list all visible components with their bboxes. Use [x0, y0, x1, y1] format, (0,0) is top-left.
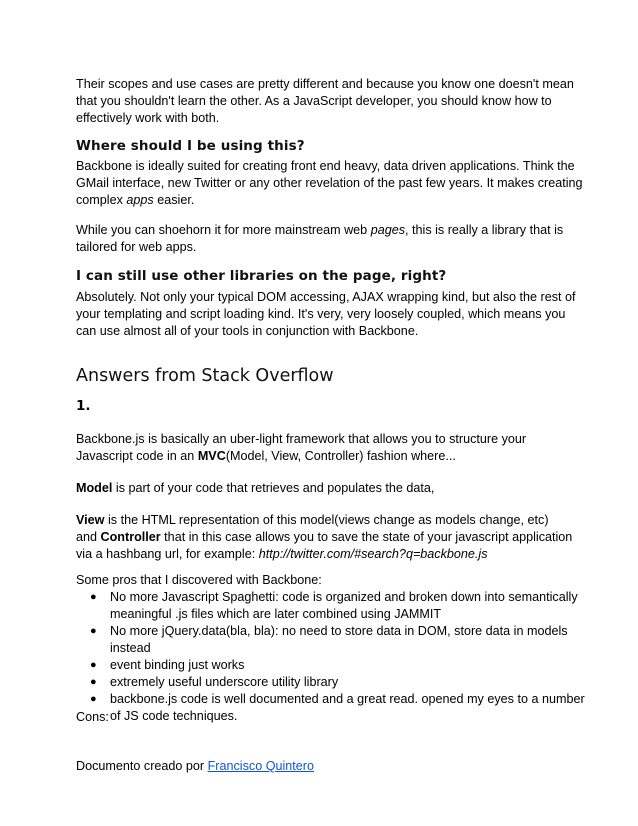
heading-other-libraries: I can still use other libraries on the page, right?: [76, 268, 447, 284]
model-bold: Model: [76, 481, 113, 495]
mvc-text: Backbone.js is basically an uber-light framework that allows you to structure your Javascript code in an: [76, 432, 527, 463]
where-paragraph-2: [76, 222, 586, 256]
list-item-text: event binding just works: [110, 658, 245, 672]
answer-paragraph-mvc: [76, 431, 586, 465]
list-item-text: backbone.js code is well documented and a great read. opened my eyes to a number of JS code techniques.: [110, 692, 585, 723]
list-item-text: No more Javascript Spaghetti: code is organized and broken down into semantically meaningful .js files which are later combined using JAMMIT: [110, 590, 578, 621]
list-item-text: No more jQuery.data(bla, bla): no need to store data in DOM, store data in models instead: [110, 624, 568, 655]
where-p2-tail: , this is really a library that is tailored for web apps.: [76, 223, 564, 254]
bullet-icon: ●: [90, 659, 97, 671]
pages-emphasis: pages: [370, 223, 406, 237]
answer-number: 1.: [76, 398, 91, 414]
list-item: [76, 674, 586, 691]
view-bold: View: [76, 513, 105, 527]
heading-where-to-use: Where should I be using this?: [76, 138, 305, 154]
list-item-text: extremely useful underscore utility library: [110, 675, 339, 689]
mvc-tail: (Model, View, Controller) fashion where...: [225, 449, 456, 463]
list-item: [76, 657, 586, 674]
list-item: [76, 623, 586, 657]
example-url: http://twitter.com/#search?q=backbone.js: [258, 547, 488, 561]
where-p1-text: Backbone is ideally suited for creating front end heavy, data driven applications. Think the GMail interface, new Twitter or any other revelation of the past few years. It makes creating complex: [76, 159, 583, 207]
bullet-icon: ●: [90, 625, 97, 637]
apps-emphasis: apps: [126, 193, 154, 207]
footer-credit: [76, 758, 586, 775]
mvc-bold: MVC: [197, 449, 226, 463]
view-text: is the HTML representation of this model(views change as models change, etc): [104, 513, 549, 527]
where-paragraph-1: [76, 158, 586, 209]
model-text: is part of your code that retrieves and populates the data,: [112, 481, 435, 495]
pros-intro: Some pros that I discovered with Backbone:: [76, 573, 322, 587]
intro-paragraph: Their scopes and use cases are pretty different and because you know one doesn't mean that you shouldn't learn the other. As a JavaScript developer, you should know how to effectively work with both.: [76, 77, 574, 125]
heading-answers-stack-overflow: Answers from Stack Overflow: [76, 366, 334, 386]
list-item: [76, 589, 586, 623]
and-text: and: [76, 530, 101, 544]
cons-label: Cons:: [76, 710, 109, 724]
bullet-icon: ●: [90, 676, 97, 688]
controller-text: that in this case allows you to save the state of your javascript application via a hashbang url, for example:: [76, 530, 573, 561]
view-controller-paragraph: [76, 512, 586, 563]
libraries-paragraph: Absolutely. Not only your typical DOM accessing, AJAX wrapping kind, but also the rest of your templating and script loading kind. It's very, very loosely coupled, which means you can use almost all of your tools in conjunction with Backbone.: [76, 290, 576, 338]
where-p2-text: While you can shoehorn it for more mainstream web: [76, 223, 371, 237]
where-p1-tail: easier.: [153, 193, 195, 207]
model-paragraph: [76, 480, 586, 497]
bullet-icon: ●: [90, 693, 97, 705]
footer-text: Documento creado por: [76, 759, 208, 773]
bullet-icon: ●: [90, 591, 97, 603]
author-link[interactable]: Francisco Quintero: [207, 759, 314, 773]
pros-list: [76, 589, 586, 725]
controller-bold: Controller: [100, 530, 161, 544]
